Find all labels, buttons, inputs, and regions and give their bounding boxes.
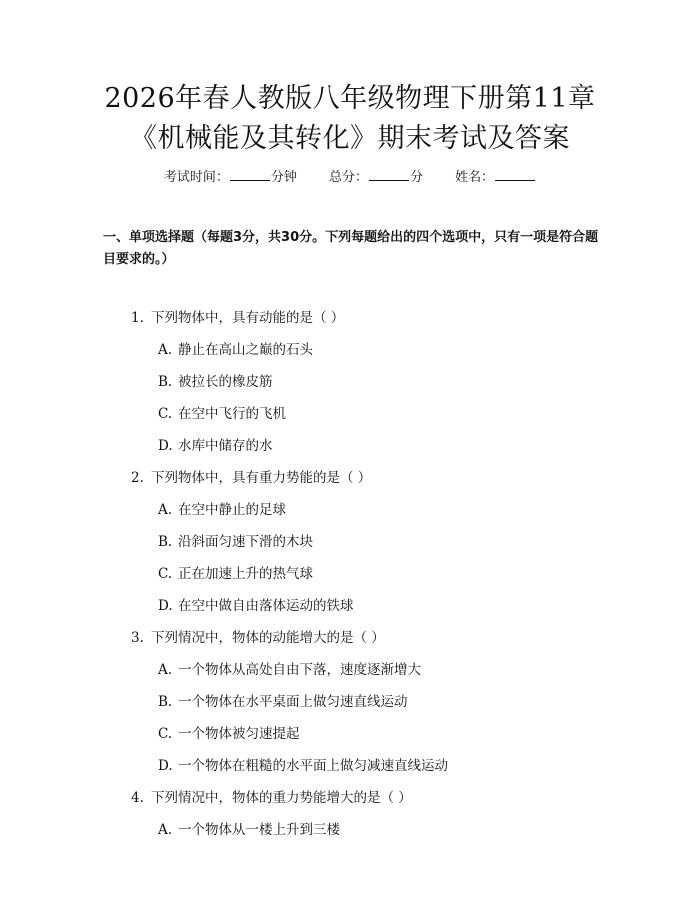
total-score-blank — [369, 168, 409, 181]
question-4 — [131, 789, 412, 807]
name-field — [455, 168, 536, 187]
question-number: 1. — [131, 310, 144, 326]
exam-time-field — [164, 168, 297, 187]
name-label: 姓名： — [455, 170, 495, 185]
question-3-option-b — [158, 693, 408, 711]
question-1-option-d — [158, 437, 273, 455]
page-title-line-1: 2026年春人教版八年级物理下册第11章 — [104, 83, 596, 114]
option-label: C. — [158, 406, 173, 422]
option-label: D. — [158, 598, 173, 614]
name-blank — [495, 168, 535, 181]
question-4-option-a — [158, 821, 340, 839]
total-score-unit: 分 — [410, 170, 424, 185]
question-3 — [131, 629, 385, 647]
exam-time-label: 考试时间： — [163, 170, 229, 185]
question-2-option-a — [158, 501, 286, 519]
option-label: B. — [158, 534, 173, 550]
option-text: 静止在高山之巅的石头 — [178, 342, 313, 358]
total-score-label: 总分： — [328, 170, 368, 185]
question-2-option-d — [158, 597, 354, 615]
question-2-option-b — [158, 533, 313, 551]
question-1-option-c — [158, 405, 286, 423]
option-text: 在空中静止的足球 — [178, 502, 286, 518]
option-label: D. — [158, 758, 173, 774]
option-label: B. — [158, 374, 173, 390]
section-heading: 一、单项选择题（每题3分，共30分。下列每题给出的四个选项中，只有一项是符合题目要求的。） — [103, 230, 599, 267]
question-stem: 下列物体中，具有动能的是（ ） — [151, 310, 345, 326]
option-text: 一个物体在粗糙的水平面上做匀减速直线运动 — [178, 758, 448, 774]
option-label: C. — [158, 726, 173, 742]
question-stem: 下列物体中，具有重力势能的是（ ） — [151, 470, 372, 486]
option-label: A. — [158, 822, 173, 838]
option-text: 正在加速上升的热气球 — [178, 566, 313, 582]
question-number: 4. — [131, 790, 144, 806]
option-text: 一个物体在水平桌面上做匀速直线运动 — [178, 694, 408, 710]
question-3-option-c — [158, 725, 300, 743]
option-label: A. — [158, 662, 173, 678]
option-text: 一个物体被匀速提起 — [178, 726, 300, 742]
question-1 — [131, 309, 344, 327]
question-stem: 下列情况中，物体的重力势能增大的是（ ） — [151, 790, 412, 806]
option-text: 沿斜面匀速下滑的木块 — [178, 534, 313, 550]
option-label: C. — [158, 566, 173, 582]
question-3-option-d — [158, 757, 448, 775]
option-text: 在空中做自由落体运动的铁球 — [178, 598, 354, 614]
option-text: 水库中储存的水 — [178, 438, 273, 454]
option-text: 被拉长的橡皮筋 — [178, 374, 273, 390]
option-text: 一个物体从一楼上升到三楼 — [178, 822, 340, 838]
question-1-option-b — [158, 373, 273, 391]
question-1-option-a — [158, 341, 313, 359]
question-number: 2. — [131, 470, 144, 486]
exam-time-unit: 分钟 — [270, 170, 297, 185]
exam-info-line — [0, 168, 700, 187]
total-score-field — [329, 168, 423, 187]
page-title-line-2: 《机械能及其转化》期末考试及答案 — [130, 123, 570, 154]
option-text: 一个物体从高处自由下落，速度逐渐增大 — [178, 662, 421, 678]
question-number: 3. — [131, 630, 144, 646]
option-label: A. — [158, 342, 173, 358]
option-label: A. — [158, 502, 173, 518]
question-3-option-a — [158, 661, 421, 679]
exam-time-blank — [230, 168, 270, 181]
question-2-option-c — [158, 565, 313, 583]
option-label: B. — [158, 694, 173, 710]
question-2 — [131, 469, 371, 487]
question-stem: 下列情况中，物体的动能增大的是（ ） — [151, 630, 385, 646]
option-text: 在空中飞行的飞机 — [178, 406, 286, 422]
option-label: D. — [158, 438, 173, 454]
